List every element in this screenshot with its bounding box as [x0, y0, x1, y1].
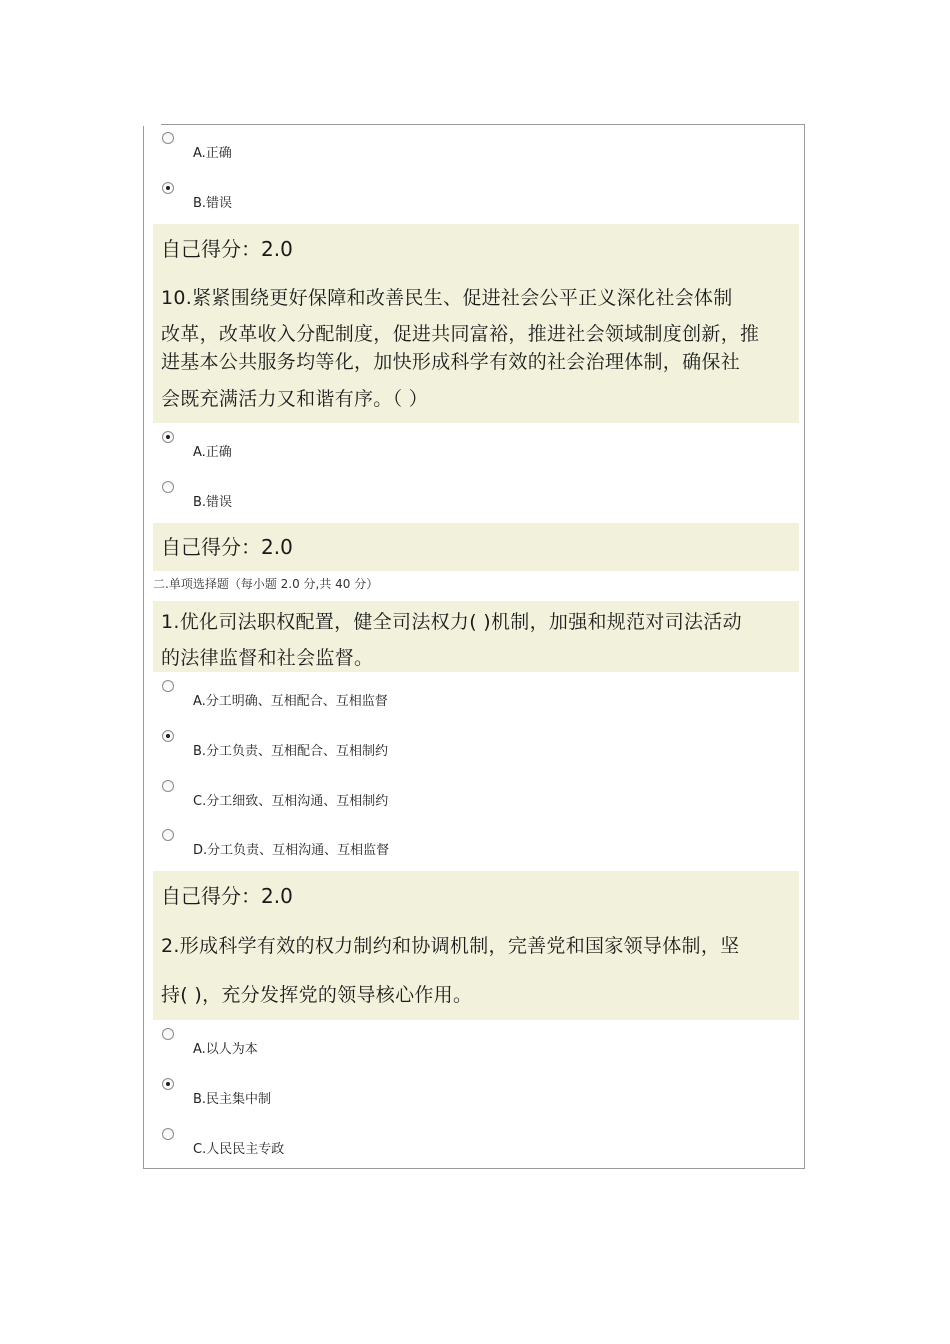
section-heading: 二.单项选择题（每小题 2.0 分,共 40 分） — [153, 577, 379, 591]
option-label: B.分工负责、互相配合、互相制约 — [193, 744, 389, 759]
radio-icon[interactable] — [162, 132, 174, 144]
question-line: 的法律监督和社会监督。 — [161, 647, 374, 669]
score-block — [153, 523, 799, 571]
question-single-1-text — [161, 608, 801, 672]
option-label: D.分工负责、互相沟通、互相监督 — [193, 843, 390, 858]
question-single-1-block — [153, 601, 799, 672]
radio-icon[interactable] — [162, 780, 174, 792]
score-text: 自己得分：2.0 — [161, 237, 293, 261]
radio-icon[interactable] — [162, 829, 174, 841]
option-label: A.正确 — [193, 146, 232, 161]
radio-icon[interactable] — [162, 481, 174, 493]
radio-checked-icon[interactable] — [162, 431, 174, 443]
score-text: 自己得分：2.0 — [161, 884, 293, 908]
question-line: 改革，改革收入分配制度，促进共同富裕，推进社会领域制度创新，推 — [161, 323, 760, 345]
question-line: 1.优化司法职权配置，健全司法权力( )机制，加强和规范对司法活动 — [161, 611, 742, 633]
option-label: C.人民民主专政 — [193, 1142, 285, 1157]
question-single-2-block — [153, 871, 799, 1020]
option-label: B.错误 — [193, 495, 233, 510]
score-text: 自己得分：2.0 — [161, 535, 293, 559]
radio-checked-icon[interactable] — [162, 1078, 174, 1090]
option-label: A.以人为本 — [193, 1042, 258, 1057]
question-single-2-text — [161, 932, 801, 1009]
radio-icon[interactable] — [162, 1028, 174, 1040]
frame-corner-gap — [143, 124, 161, 126]
radio-checked-icon[interactable] — [162, 730, 174, 742]
option-label: A.分工明确、互相配合、互相监督 — [193, 694, 388, 709]
option-label: B.民主集中制 — [193, 1092, 272, 1107]
option-label: A.正确 — [193, 445, 232, 460]
question-line: 会既充满活力又和谐有序。（ ） — [161, 388, 429, 410]
radio-checked-icon[interactable] — [162, 182, 174, 194]
radio-icon[interactable] — [162, 1128, 174, 1140]
question-line: 进基本公共服务均等化，加快形成科学有效的社会治理体制，确保社 — [161, 351, 741, 373]
option-label: C.分工细致、互相沟通、互相制约 — [193, 794, 389, 809]
question-10-block — [153, 224, 799, 423]
question-line: 2.形成科学有效的权力制约和协调机制，完善党和国家领导体制，坚 — [161, 935, 740, 957]
question-10-text — [161, 284, 801, 413]
option-label: B.错误 — [193, 196, 233, 211]
question-line: 持( )，充分发挥党的领导核心作用。 — [161, 984, 473, 1006]
radio-icon[interactable] — [162, 680, 174, 692]
question-line: 10.紧紧围绕更好保障和改善民生、促进社会公平正义深化社会体制 — [161, 287, 733, 309]
